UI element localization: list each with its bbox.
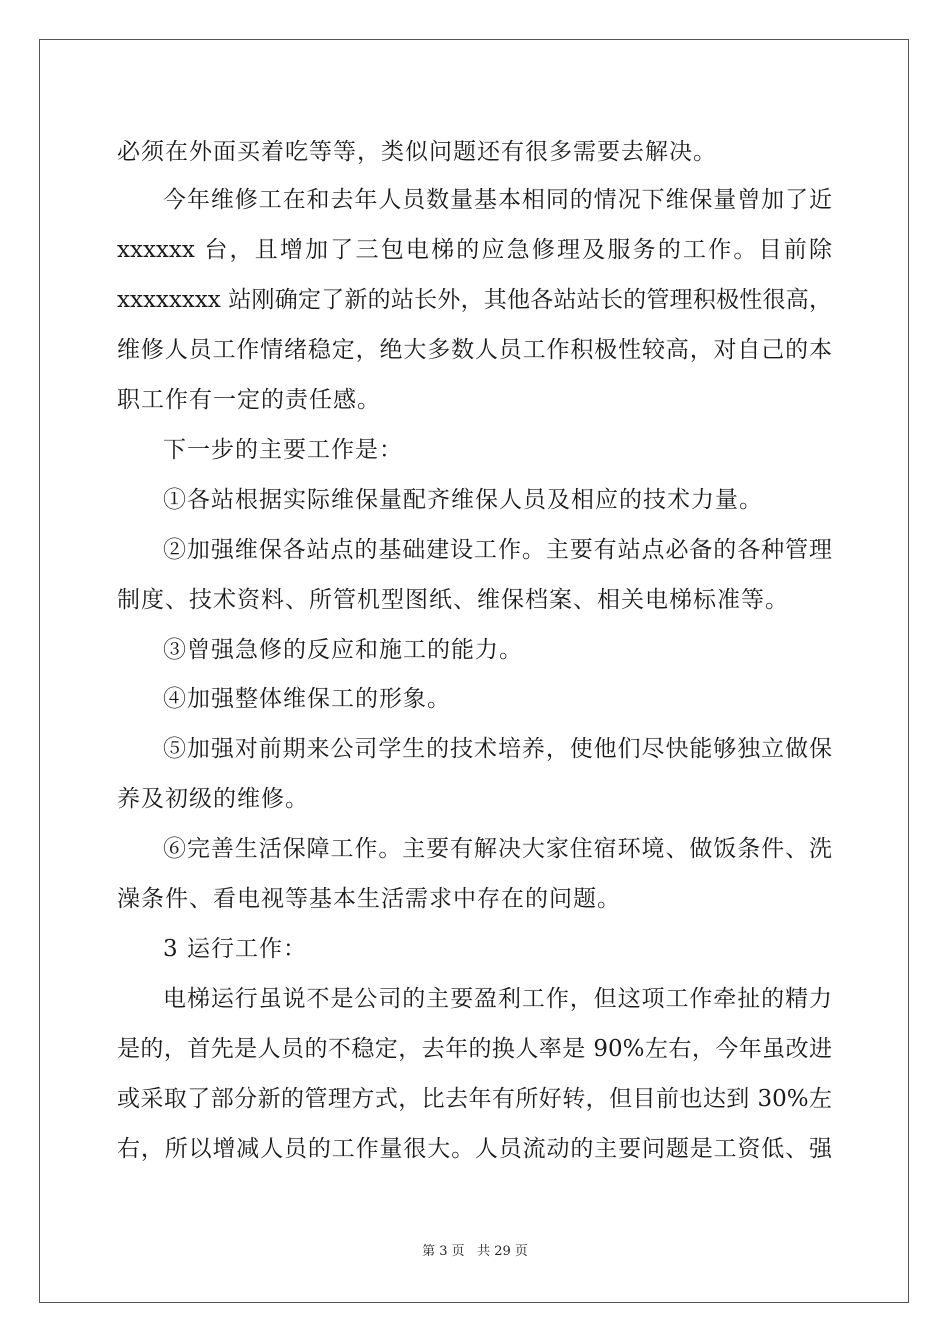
text-line: 今年维修工在和去年人员数量基本相同的情况下维保量曾加了近	[163, 187, 832, 213]
text-line: ③曾强急修的反应和施工的能力。	[163, 637, 523, 663]
page-number: 第 3 页	[422, 1244, 465, 1259]
text-line: ⑤加强对前期来公司学生的技术培养，使他们尽快能够独立做保	[163, 736, 832, 762]
text-line: xxxxxxxx 站刚确定了新的站长外，其他各站站长的管理积极性很高，	[117, 287, 832, 313]
text-line: ①各站根据实际维保量配齐维保人员及相应的技术力量。	[163, 487, 763, 513]
text-line: ④加强整体维保工的形象。	[163, 686, 451, 712]
page-footer	[0, 1244, 950, 1260]
page-total: 共 29 页	[477, 1244, 528, 1259]
text-line: ②加强维保各站点的基础建设工作。主要有站点必备的各种管理	[163, 537, 832, 563]
text-line: 澡条件、看电视等基本生活需求中存在的问题。	[117, 886, 621, 912]
text-line: 下一步的主要工作是：	[163, 437, 403, 463]
text-line: 维修人员工作情绪稳定，绝大多数人员工作积极性较高，对自己的本	[117, 337, 832, 363]
text-line: ⑥完善生活保障工作。主要有解决大家住宿环境、做饭条件、洗	[163, 836, 832, 862]
text-line: 右，所以增减人员的工作量很大。人员流动的主要问题是工资低、强	[117, 1136, 832, 1162]
text-line: 职工作有一定的责任感。	[117, 387, 381, 413]
text-line: 养及初级的维修。	[117, 786, 309, 812]
text-line: 制度、技术资料、所管机型图纸、维保档案、相关电梯标准等。	[117, 587, 789, 613]
text-line: 3 运行工作：	[163, 936, 307, 962]
text-line: 是的，首先是人员的不稳定，去年的换人率是 90%左右，今年虽改进	[117, 1036, 832, 1062]
text-line: xxxxxx 台，且增加了三包电梯的应急修理及服务的工作。目前除	[117, 237, 832, 263]
text-line: 必须在外面买着吃等等，类似问题还有很多需要去解决。	[117, 139, 717, 165]
text-line: 电梯运行虽说不是公司的主要盈利工作，但这项工作牵扯的精力	[163, 986, 832, 1012]
text-line: 或采取了部分新的管理方式，比去年有所好转，但目前也达到 30%左	[117, 1086, 832, 1112]
